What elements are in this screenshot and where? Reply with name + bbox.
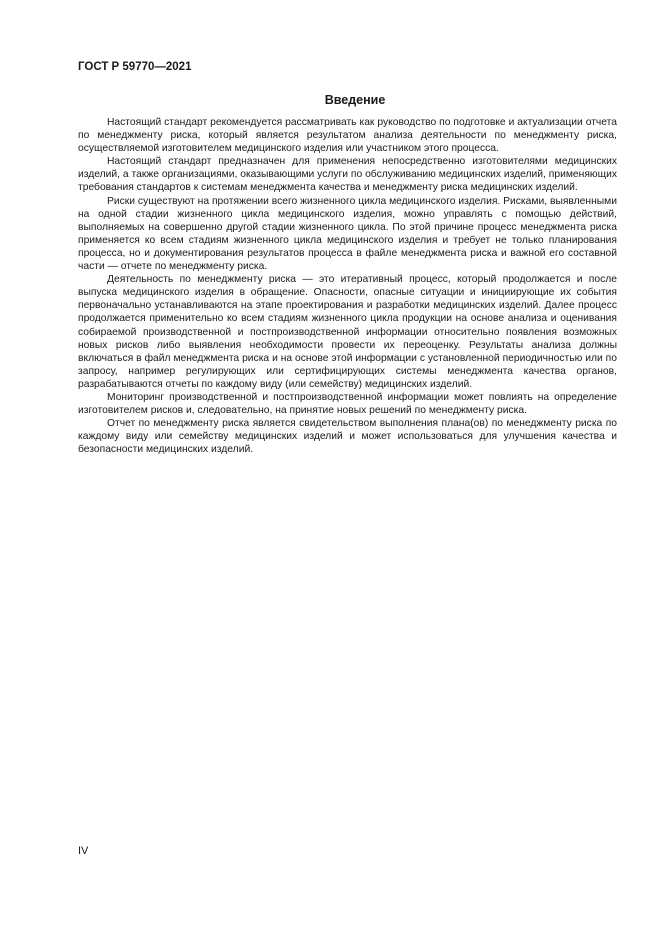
paragraph: Отчет по менеджменту риска является свидетельством выполнения плана(ов) по менеджменту риска по каждому виду или семейству медицинских изделий и может использоваться для улучшения качества и безопасности медицинских изделий.	[78, 418, 617, 456]
paragraph: Риски существуют на протяжении всего жизненного цикла медицинского изделия. Рисками, выявленными на одной стадии жизненного цикла медицинского изделия, можно управлять с помощью действий, выполняемых на совершенно другой стадии жизненного цикла. По этой причине процесс менеджмента риска применяется ко всем стадиям жизненного цикла медицинского изделия и требует не только планирования процесса, но и документирования результатов процесса в файле менеджмента риска и важной его составной части — отчете по менеджменту риска.	[78, 195, 617, 273]
page-number: IV	[78, 845, 89, 857]
paragraph: Деятельность по менеджменту риска — это итеративный процесс, который продолжается и после выпуска медицинского изделия в обращение. Опасности, опасные ситуации и инициирующие их события первоначально устанавливаются на этапе проектирования и разработки медицинских изделий. Далее процесс продолжается применительно ко всем стадиям жизненного цикла продукции на основе анализа и оценивания собираемой производственной и постпроизводственной информации относительно появления возможных новых рисков либо выявления необходимости провести их переоценку. Результаты анализа должны включаться в файл менеджмента риска и на основе этой информации с установленной периодичностью или по запросу, например регулирующих или сертифицирующих системы менеджмента качества органов, разрабатываются отчеты по каждому виду (или семейству) медицинских изделий.	[78, 274, 617, 390]
paragraph: Настоящий стандарт предназначен для применения непосредственно изготовителями медицинских изделий, а также организациями, оказывающими услуги по обслуживанию медицинских изделий, применяющих требования стандартов к системам менеджмента качества и менеджменту риска медицинских изделий.	[78, 156, 617, 194]
document-header-code: ГОСТ Р 59770—2021	[78, 61, 192, 73]
paragraph: Мониторинг производственной и постпроизводственной информации может повлиять на определение изготовителем рисков и, следовательно, на принятие новых решений по менеджменту риска.	[78, 391, 617, 417]
section-title: Введение	[324, 93, 386, 107]
paragraph: Настоящий стандарт рекомендуется рассматривать как руководство по подготовке и актуализации отчета по менеджменту риска, который является результатом анализа деятельности по менеджменту риска, осуществляемой изготовителем медицинского изделия или участником этого процесса.	[78, 117, 617, 155]
body-text	[78, 116, 617, 456]
